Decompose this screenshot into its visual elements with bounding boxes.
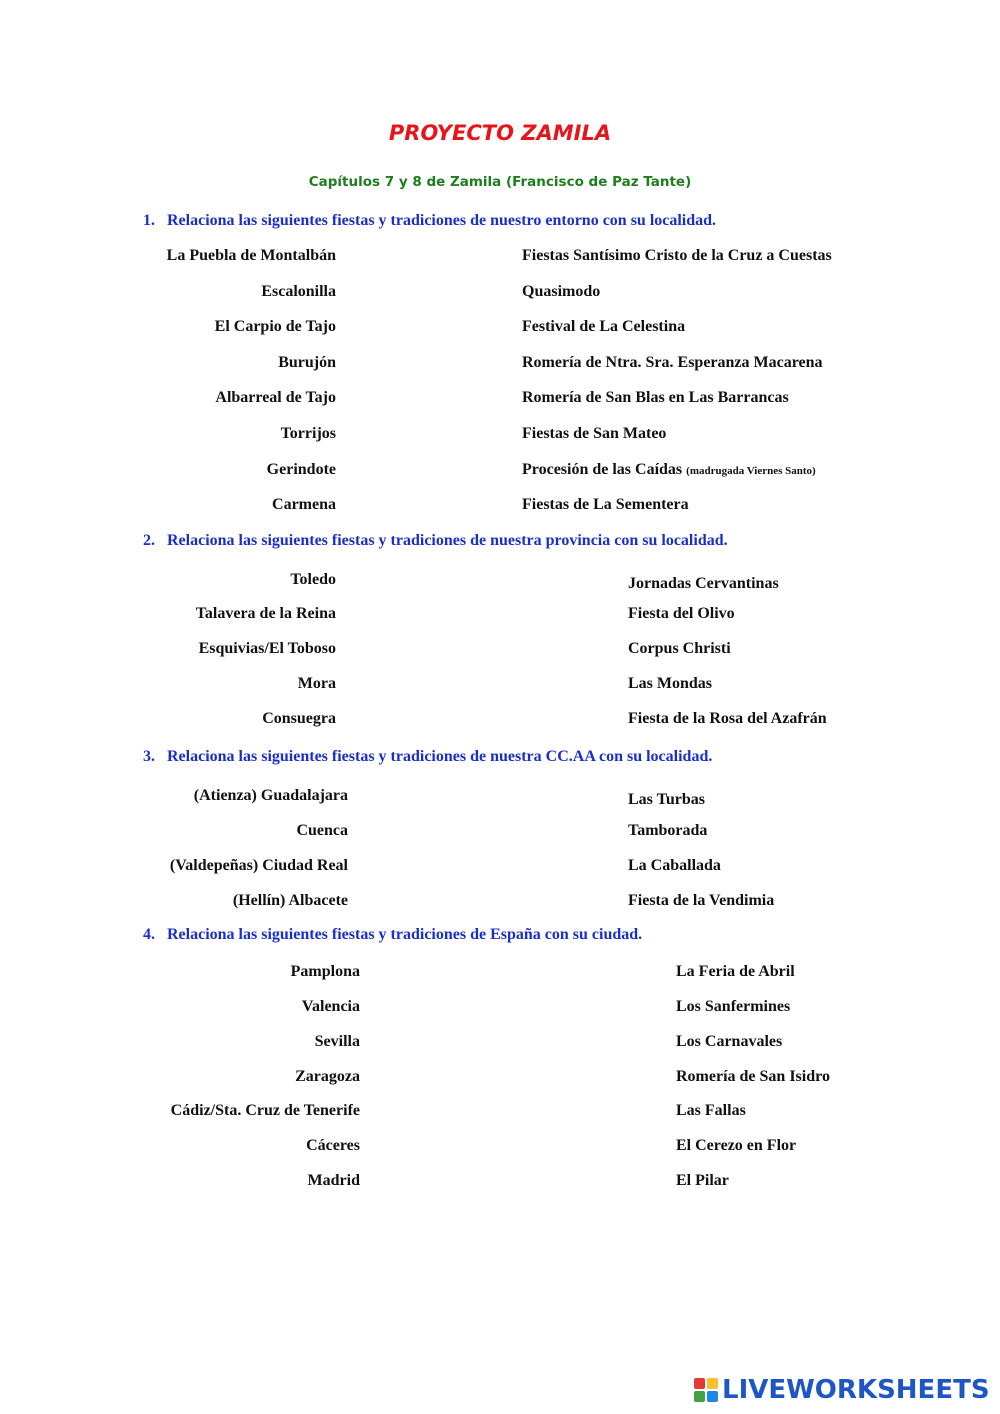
question-text: Relaciona las siguientes fiestas y tradiciones de España con su ciudad. xyxy=(167,926,643,943)
festival-item[interactable]: El Cerezo en Flor xyxy=(676,1137,797,1154)
location-item[interactable]: El Carpio de Tajo xyxy=(214,318,336,335)
location-item[interactable]: Cádiz/Sta. Cruz de Tenerife xyxy=(170,1102,360,1119)
location-item[interactable]: Sevilla xyxy=(314,1033,360,1050)
logo-square-yellow xyxy=(707,1378,718,1389)
festival-item[interactable]: Quasimodo xyxy=(522,283,601,300)
location-item[interactable]: (Atienza) Guadalajara xyxy=(193,787,348,804)
festival-item[interactable]: Los Carnavales xyxy=(676,1033,783,1050)
liveworksheets-logo[interactable] xyxy=(694,1375,990,1405)
location-item[interactable]: Esquivias/El Toboso xyxy=(198,640,336,657)
location-item[interactable]: Cáceres xyxy=(306,1137,360,1154)
brand-name: LIVEWORKSHEETS xyxy=(722,1375,990,1405)
question-number: 4. xyxy=(143,926,155,943)
location-item[interactable]: (Valdepeñas) Ciudad Real xyxy=(169,857,348,874)
festival-item[interactable]: Corpus Christi xyxy=(628,640,731,657)
location-item[interactable]: Madrid xyxy=(307,1172,360,1189)
location-item[interactable]: (Hellín) Albacete xyxy=(232,892,348,909)
festival-item-label: Procesión de las Caídas xyxy=(522,461,683,478)
festival-item[interactable]: Fiestas de La Sementera xyxy=(522,496,689,513)
location-item[interactable]: Consuegra xyxy=(262,710,336,727)
festival-item[interactable]: Tamborada xyxy=(628,822,708,839)
festival-item[interactable]: La Caballada xyxy=(628,857,721,874)
location-item[interactable]: Gerindote xyxy=(266,461,336,478)
question-number: 2. xyxy=(143,532,155,549)
festival-item[interactable]: Romería de Ntra. Sra. Esperanza Macarena xyxy=(522,354,823,371)
location-item[interactable]: Albarreal de Tajo xyxy=(215,389,336,406)
festival-item[interactable]: Fiestas de San Mateo xyxy=(522,425,667,442)
page-title: PROYECTO ZAMILA xyxy=(388,121,612,145)
question-1 xyxy=(143,212,716,230)
question-text: Relaciona las siguientes fiestas y tradiciones de nuestra CC.AA con su localidad. xyxy=(167,748,713,765)
festival-item[interactable]: Fiesta del Olivo xyxy=(628,605,735,622)
festival-item[interactable]: El Pilar xyxy=(676,1172,729,1189)
question-text: Relaciona las siguientes fiestas y tradiciones de nuestra provincia con su localidad. xyxy=(167,532,728,549)
festival-item[interactable]: Fiestas Santísimo Cristo de la Cruz a Cuestas xyxy=(522,247,832,264)
logo-square-blue xyxy=(707,1391,718,1402)
festival-item[interactable]: Las Fallas xyxy=(676,1102,746,1119)
question-text: Relaciona las siguientes fiestas y tradiciones de nuestro entorno con su localidad. xyxy=(167,212,717,229)
festival-item-with-note[interactable] xyxy=(522,461,816,479)
festival-item[interactable]: Fiesta de la Rosa del Azafrán xyxy=(628,710,827,727)
location-item[interactable]: Valencia xyxy=(301,998,360,1015)
festival-item[interactable]: Los Sanfermines xyxy=(676,998,791,1015)
location-item[interactable]: Mora xyxy=(297,675,336,692)
festival-item[interactable]: Las Mondas xyxy=(628,675,713,692)
location-item[interactable]: La Puebla de Montalbán xyxy=(166,247,336,264)
question-3 xyxy=(143,748,712,766)
location-item[interactable]: Talavera de la Reina xyxy=(195,605,336,622)
question-4 xyxy=(143,926,642,944)
festival-item[interactable]: Las Turbas xyxy=(628,791,705,808)
question-number: 1. xyxy=(143,212,155,229)
liveworksheets-logo-icon xyxy=(694,1378,718,1402)
festival-item[interactable]: Romería de San Isidro xyxy=(676,1068,830,1085)
location-item[interactable]: Torrijos xyxy=(280,425,336,442)
location-item[interactable]: Cuenca xyxy=(296,822,348,839)
location-item[interactable]: Burujón xyxy=(278,354,336,371)
location-item[interactable]: Carmena xyxy=(272,496,336,513)
question-2 xyxy=(143,532,728,550)
festival-item[interactable]: Romería de San Blas en Las Barrancas xyxy=(522,389,789,406)
question-number: 3. xyxy=(143,748,155,765)
festival-item-note: (madrugada Viernes Santo) xyxy=(686,465,816,477)
festival-item[interactable]: Festival de La Celestina xyxy=(522,318,686,335)
location-item[interactable]: Zaragoza xyxy=(295,1068,360,1085)
page-subtitle: Capítulos 7 y 8 de Zamila (Francisco de Paz Tante) xyxy=(308,174,692,190)
festival-item[interactable]: Jornadas Cervantinas xyxy=(628,575,779,592)
logo-square-green xyxy=(694,1391,705,1402)
location-item[interactable]: Pamplona xyxy=(290,963,360,980)
location-item[interactable]: Toledo xyxy=(290,571,336,588)
festival-item[interactable]: Fiesta de la Vendimia xyxy=(628,892,775,909)
location-item[interactable]: Escalonilla xyxy=(261,283,336,300)
festival-item[interactable]: La Feria de Abril xyxy=(676,963,795,980)
logo-square-red xyxy=(694,1378,705,1389)
